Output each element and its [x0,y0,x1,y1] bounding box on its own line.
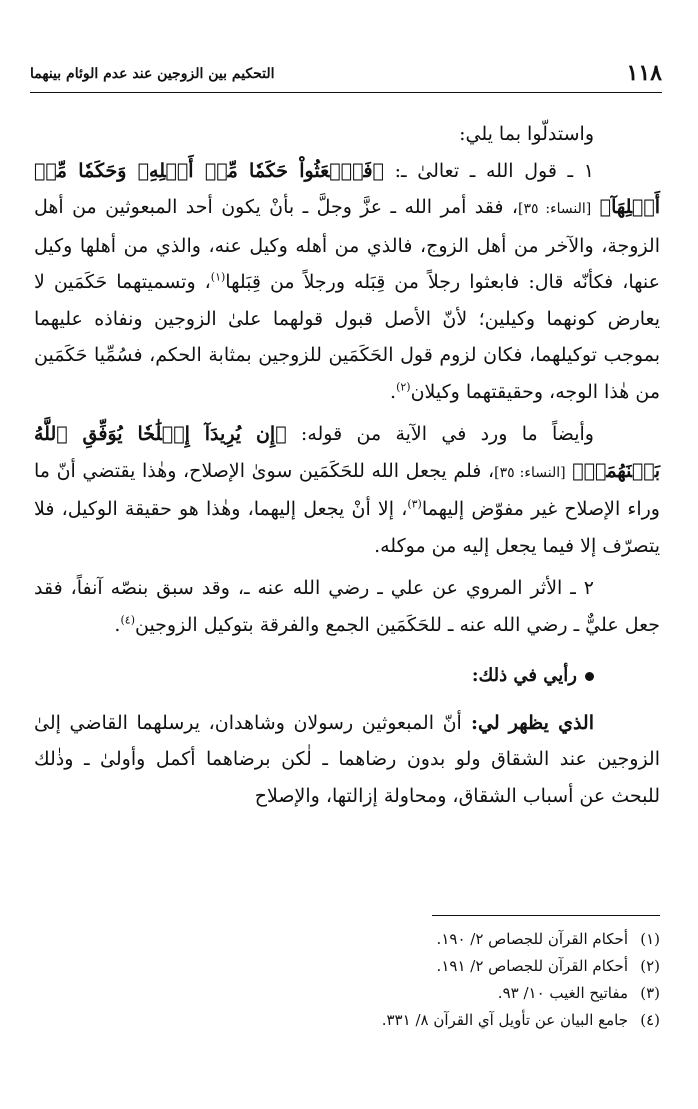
section-heading [34,657,660,695]
evidence-2-end: . [114,613,121,636]
paragraph-evidence-1 [34,153,660,411]
opinion-lead: الذي يظهر لي: [461,711,594,734]
evidence-1b-lead: وأيضاً ما ورد في الآية من قوله: [286,423,594,445]
footnote-marker-2: (٢) [396,380,411,394]
evidence-1-lead: ١ ـ قول الله ـ تعالىٰ ـ: [383,159,594,182]
footnote-number: (٤) [640,1011,660,1029]
verse-reference-2: [النساء: ٣٥] [494,464,566,481]
footnote-item [260,980,660,1007]
footnote-text: أحكام القرآن للجصاص ٢/ ١٩٠. [436,930,628,948]
evidence-2-text: ٢ ـ الأثر المروي عن علي ـ رضي الله عنه ـ، وقد سبق بنصّه آنفاً، فقد جعل عليٌّ ـ رضي الله عنه ـ للحَكَمَين الجمع والفرقة بتوكيل الزوجين [34,577,660,636]
page-number: ١١٨ [626,60,662,86]
footnote-marker-3: (٣) [407,497,422,511]
footnote-text: أحكام القرآن للجصاص ٢/ ١٩١. [436,957,628,975]
paragraph-evidence-1b [34,416,660,564]
paragraph-opinion [34,705,660,815]
paragraph-evidence-2 [34,570,660,643]
main-text [34,116,660,814]
footnote-number: (١) [640,930,660,948]
running-title: التحكيم بين الزوجين عند عدم الوئام بينهما [30,66,275,82]
intro-line: واستدلّوا بما يلي: [459,123,594,145]
verse-reference-1: [النساء: ٣٥] [518,201,592,217]
footnote-marker-1: (١) [210,270,226,284]
footnote-number: (٣) [640,984,660,1002]
evidence-1b-text-continued: ، إلا أنْ يجعل إليهما، وهٰذا هو حقيقة الوكيل، فلا يتصرّف إلا فيما يجعل إليه من موكله. [34,498,660,557]
footnote-text: مفاتيح الغيب ١٠/ ٩٣. [497,984,628,1002]
evidence-1-text-continued: ، وتسميتهما حَكَمَين لا يعارض كونهما وكيلين؛ لأنّ الأصل قبول قولهما علىٰ الزوجين ونفاذه عليهما بموجب توكيلهما، فكان لزوم قول الحَكَمَين للزوجين بمثابة الحكم، فسُمِّيا حَكَمَين من هٰذا الوجه، وحقيقتهما وكيلان [34,271,660,403]
footnote-item [260,926,660,953]
quran-verse-1: ﴿فَٱبۡعَثُواْ حَكَمٗا مِّنۡ أَهۡلِهِۦ وَحَكَمٗا مِّنۡ أَهۡلِهَآ﴾ [34,159,660,218]
page-header [30,58,662,93]
evidence-1-end: . [390,380,397,403]
footnote-separator [432,915,660,916]
footnote-number: (٢) [640,957,660,975]
footnote-item [260,953,660,980]
bullet-icon [585,672,594,681]
heading-text: رأيي في ذلك: [471,665,577,686]
quran-verse-2: ﴿إِن يُرِيدَآ إِصۡلَٰحٗا يُوَفِّقِ ٱللَّهُ بَيۡنَهُمَآۗ﴾ [34,423,660,482]
footnote-text: جامع البيان عن تأويل آي القرآن ٨/ ٣٣١. [381,1011,628,1029]
footnotes-list [260,926,660,1034]
evidence-1-text: ، فقد أمر الله ـ عزَّ وجلَّ ـ بأنْ يكون أحد المبعوثين من أهل الزوجة، والآخر من أهل الزوج، فالذي من أهله وكيل عنه، والذي من أهلها وكيل عنها، فكأنّه قال: فابعثوا رجلاً من قِبَله ورجلاً من قِبَلها [34,196,661,293]
opinion-text: أنّ المبعوثين رسولان وشاهدان، يرسلهما القاضي إلىٰ الزوجين عند الشقاق ولو بدون رضاهما ـ لٰكن برضاهما أكمل وأولىٰ ـ وذٰلك للبحث عن أسباب الشقاق، ومحاولة إزالتها، والإصلاح [34,711,660,807]
footnote-marker-4: (٤) [120,613,135,627]
footnote-item [260,1007,660,1034]
evidence-1b-text: ، فلم يجعل الله للحَكَمَين سوىٰ الإصلاح، وهٰذا يقتضي أنّ ما وراء الإصلاح غير مفوّض إليهما [34,459,660,520]
